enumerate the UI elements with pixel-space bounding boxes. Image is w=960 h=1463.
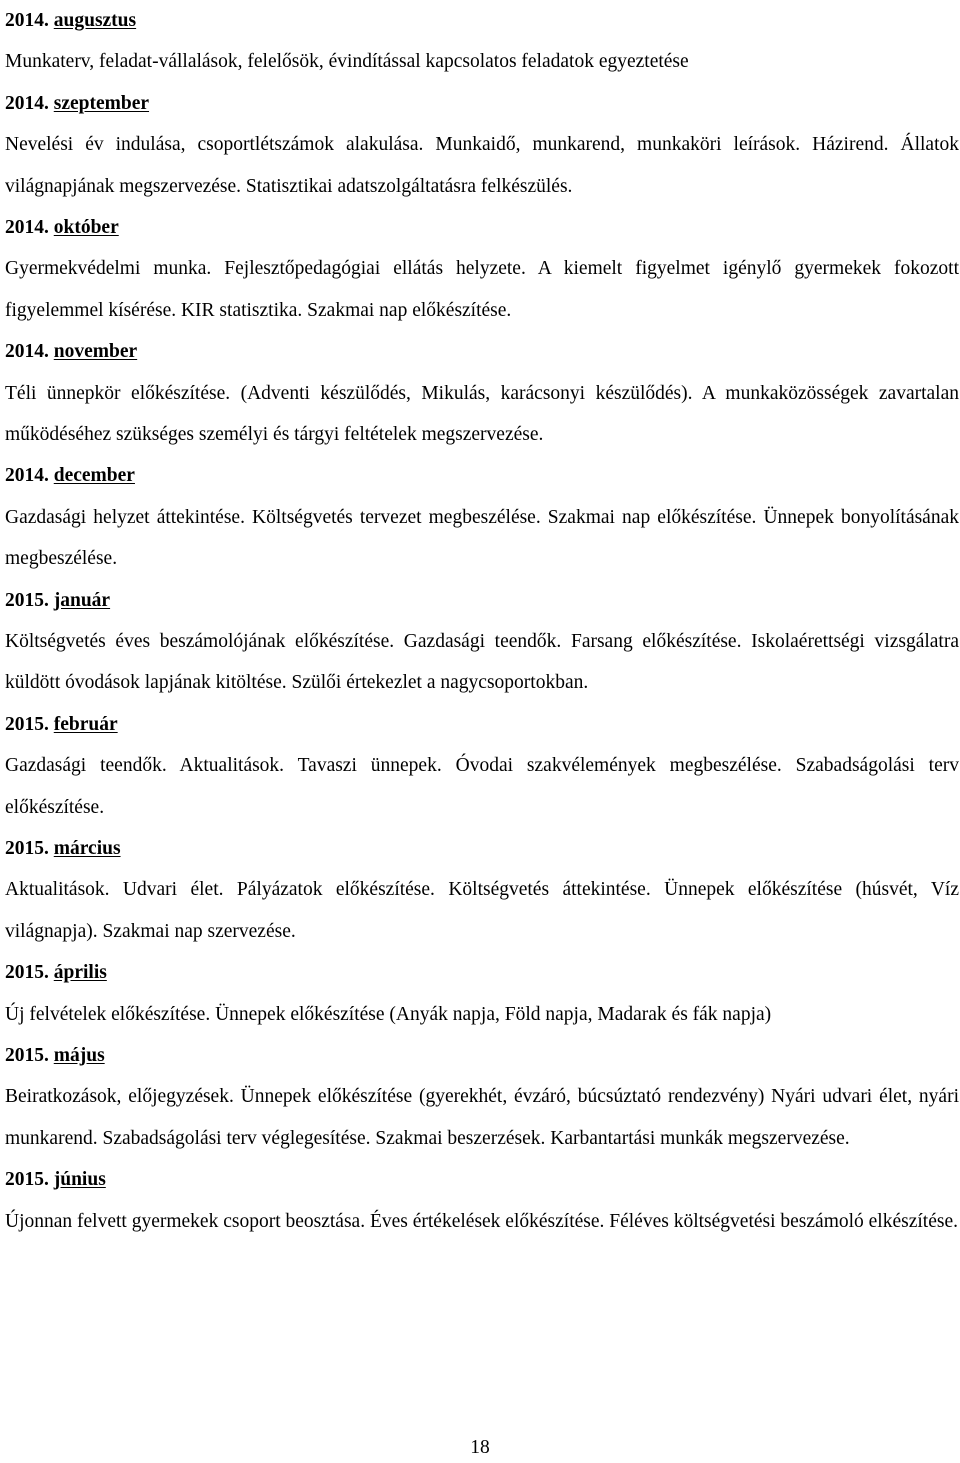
month-heading: [5, 1159, 959, 1200]
month-heading: [5, 331, 959, 372]
heading-month: április: [53, 962, 107, 984]
month-description: Új felvételek előkészítése. Ünnepek előkészítése (Anyák napja, Föld napja, Madarak és fák napja): [5, 1003, 772, 1025]
month-heading: [5, 952, 959, 993]
heading-year: 2014.: [5, 341, 49, 363]
heading-year: 2015.: [5, 962, 49, 984]
month-description: Gazdasági helyzet áttekintése. Költségvetés tervezet megbeszélése. Szakmai nap előkészítése. Ünnepek bonyolításának megbeszélése.: [5, 506, 959, 570]
heading-month: május: [53, 1045, 105, 1067]
heading-month: december: [53, 465, 135, 487]
month-description: Újonnan felvett gyermekek csoport beosztása. Éves értékelések előkészítése. Féléves költségvetési beszámoló elkészítése.: [5, 1210, 958, 1232]
heading-year: 2014.: [5, 92, 49, 114]
month-description: Nevelési év indulása, csoportlétszámok alakulása. Munkaidő, munkarend, munkaköri leírások. Házirend. Állatok világnapjának megszervezése. Statisztikai adatszolgáltatásra felkészülés.: [5, 134, 959, 197]
month-description: Téli ünnepkör előkészítése. (Adventi készülődés, Mikulás, karácsonyi készülődés). A munkaközösségek zavartalan működéséhez szükséges személyi és tárgyi feltételek megszervezése.: [5, 382, 959, 445]
heading-year: 2015.: [5, 589, 49, 611]
heading-year: 2014.: [5, 465, 49, 487]
heading-month: november: [53, 341, 138, 363]
month-description: Aktualitások. Udvari élet. Pályázatok előkészítése. Költségvetés áttekintése. Ünnepek előkészítése (húsvét, Víz világnapja). Szakmai nap szervezése.: [5, 879, 959, 942]
month-description: Beiratkozások, előjegyzések. Ünnepek előkészítése (gyerekhét, évzáró, búcsúztató rendezvény) Nyári udvari élet, nyári munkarend. Szabadságolási terv véglegesítése. Szakmai beszerzések. Karbantartási munkák megszervezése.: [5, 1086, 959, 1149]
heading-month: június: [53, 1169, 106, 1191]
heading-year: 2015.: [5, 1169, 49, 1191]
month-description: Gazdasági teendők. Aktualitások. Tavaszi ünnepek. Óvodai szakvélemények megbeszélése. Szabadságolási terv előkészítése.: [5, 755, 959, 818]
month-description: Gyermekvédelmi munka. Fejlesztőpedagógiai ellátás helyzete. A kiemelt figyelmet igénylő gyermekek fokozott figyelemmel kísérése. KIR statisztika. Szakmai nap előkészítése.: [5, 258, 959, 321]
month-heading: [5, 0, 959, 41]
heading-year: 2014.: [5, 10, 49, 31]
heading-month: október: [53, 217, 119, 238]
month-heading: [5, 455, 959, 496]
heading-year: 2015.: [5, 838, 49, 860]
month-heading: [5, 207, 959, 248]
heading-year: 2015.: [5, 1045, 49, 1067]
heading-year: 2014.: [5, 217, 49, 238]
heading-month: augusztus: [53, 10, 137, 31]
month-heading: [5, 704, 959, 745]
heading-month: január: [53, 589, 111, 611]
month-description: Költségvetés éves beszámolójának előkészítése. Gazdasági teendők. Farsang előkészítése. Iskolaérettségi vizsgálatra küldött óvodások lapjának kitöltése. Szülői értekezlet a nagycsoportokban.: [5, 631, 959, 694]
heading-year: 2015.: [5, 713, 49, 735]
month-heading: [5, 1035, 959, 1076]
month-heading: [5, 83, 959, 124]
heading-month: február: [53, 713, 118, 735]
heading-month: március: [53, 838, 121, 860]
month-heading: [5, 580, 959, 621]
month-description: Munkaterv, feladat-vállalások, felelősök, évindítással kapcsolatos feladatok egyeztetése: [5, 51, 689, 73]
heading-month: szeptember: [53, 92, 150, 114]
document-body: [5, 0, 959, 1242]
page-number: 18: [470, 1437, 490, 1458]
month-heading: [5, 828, 959, 869]
